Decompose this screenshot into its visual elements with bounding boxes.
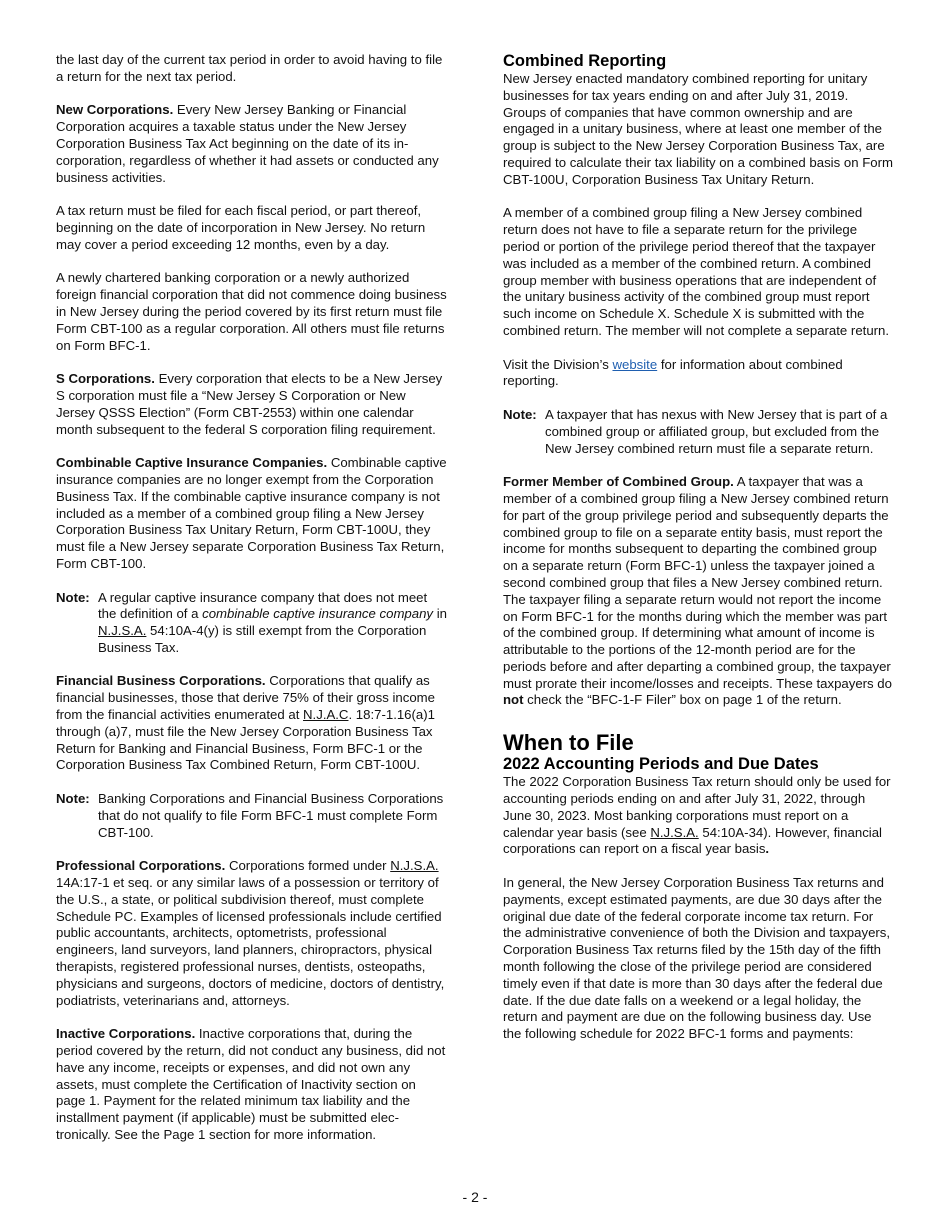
njac-reference: N.J.A.C [303, 707, 349, 723]
combined-reporting-paragraph: New Jersey enacted mandatory combined reporting for unitary businesses for tax years ending on and after July 31, 2019. Groups of companies that have common ownership and are engaged in a unitary business, where at least one member of the group is subject to the New Jersey Corporation Business Tax, are required to calculate their tax liability on a combined basis on Form CBT-100U, Corporation Business Tax Unitary Return. [503, 71, 893, 187]
njsa-reference: N.J.S.A. [650, 824, 699, 840]
former-member-paragraph: Former Member of Combined Group. A taxpayer that was a member of a combined group filing a New Jersey combined return for part of the group privilege period and subsequently departs the combined group to file on a separate entity basis, must report the income for months subsequent to departing the combined group on a separate return (Form BFC-1) unless the taxpayer joined a second combined group that files a New Jersey combined return. The taxpayer filing a separate return would not report the income on Form BFC-1 for the months during which the member was part of the combined group. If determining what amount of income is attributable to the portions of the 12-month period are for the periods before and after departing a combined group, the taxpayer must prorate their income/losses and receipts. These taxpayers do not check the “BFC-1-F Filer” box on page 1 of the return. [503, 474, 892, 708]
captive-insurance-paragraph: Combinable Captive Insurance Companies. Combinable captive insurance companies are no longer exempt from the Corporation Business Tax. If the combinable captive insurance company is not included as a member of a combined group filing a New Jersey Corporation Business Tax Unitary Return, Form CBT-100U, they must file a New Jersey separate Corporation Business Tax Return, Form CBT-100. [56, 455, 447, 571]
newly-chartered-paragraph: A newly chartered banking corporation or a newly authorized foreign financial corporation that did not commence doing business in New Jersey during the period covered by its first return must file Form CBT-100 as a regular corporation. All others must file returns on Form BFC-1. [56, 270, 447, 353]
note-text: Banking Corporations and Financial Business Corporations that do not qualify to file Form BFC-1 must complete Form CBT-100. [98, 791, 444, 840]
visit-website-paragraph: Visit the Division’s website for information about combined reporting. [503, 356, 843, 389]
new-corporations-paragraph: New Corporations. Every New Jersey Banking or Financial Corporation acquires a taxable status under the New Jersey Corporation Business Tax Act beginning on the date of its incorporation, regardless of whether it had assets or conducted any business activities. [56, 102, 439, 185]
left-column [56, 52, 448, 1161]
tax-return-paragraph: A tax return must be filed for each fiscal period, or part thereof, beginning on the date of incorporation in New Jersey. No return may cover a period exceeding 12 months, even by a day. [56, 203, 426, 252]
nexus-note [503, 407, 893, 457]
intro-paragraph: the last day of the current tax period in order to avoid having to file a return for the next tax period. [56, 52, 443, 84]
general-due-dates-paragraph: In general, the New Jersey Corporation Business Tax returns and payments, except estimated payments, are due 30 days after the original due date of the federal corporate income tax return. For the administrative convenience of both the Division and taxpayers, Corporation Business Tax returns filed by the 15th day of the fifth month following the close of the privilege period are considered timely even if that date is more than 30 days after the federal due date. If the due date falls on a weekend or a legal holiday, the return and payment are due on the following business day. Use the following schedule for 2022 BFC-1 forms and payments: [503, 875, 891, 1042]
right-column [503, 52, 893, 1060]
financial-business-heading: Financial Business Corporations. [56, 673, 266, 689]
njsa-reference: N.J.S.A. [98, 623, 147, 639]
note-label: Note: [56, 791, 90, 807]
captive-insurance-heading: Combinable Captive Insurance Companies. [56, 455, 328, 471]
website-link[interactable]: website [612, 356, 658, 372]
accounting-periods-paragraph: The 2022 Corporation Business Tax return should only be used for accounting periods ending on and after July 31, 2022, through June 30, 2023. Most banking corporations must report on a calendar year basis (see N.J.S.A. 54:10A-34). However, financial corporations can report on a fiscal year basis. [503, 774, 891, 857]
s-corporations-paragraph: S Corporations. Every corporation that elects to be a New Jersey S corporation must file a “New Jersey S Corporation or New Jersey QSSS Election” (Form CBT-2553) within one calendar month subsequent to the federal S corporation filing requirement. [56, 371, 443, 437]
inactive-corporations-paragraph: Inactive Corporations. Inactive corporations that, during the period covered by the return, did not conduct any business, did not have any income, receipts or expenses, and did not own any assets, must complete the Certification of Inactivity section on page 1. Payment for the related minimum tax liability and the installment payment (if applicable) must be submitted electronically. See the Page 1 section for more information. [56, 1026, 446, 1142]
page-number: - 2 - [462, 1189, 488, 1205]
banking-note [56, 791, 448, 841]
captive-note [56, 590, 448, 657]
professional-corporations-heading: Professional Corporations. [56, 858, 226, 874]
inactive-corporations-heading: Inactive Corporations. [56, 1026, 196, 1042]
note-text: A regular captive insurance company that does not meet the definition of a combinable captive insurance company in N.J.S.A. 54:10A-4(y) is still exempt from the Corporation Business Tax. [98, 589, 447, 655]
note-label: Note: [503, 406, 537, 422]
combined-member-paragraph: A member of a combined group filing a New Jersey combined return does not have to file a separate return for the privilege period or portion of the privilege period thereof that the taxpayer was included as a member of the combined return. A combined group member with business operations that are independent of the unitary business activity of the combined group must report such income on Schedule X. Schedule X is submitted with the combined return. The member will not complete a separate return. [503, 205, 890, 338]
accounting-periods-heading: 2022 Accounting Periods and Due Dates [503, 755, 819, 774]
new-corporations-heading: New Corporations. [56, 102, 174, 118]
financial-business-paragraph: Financial Business Corporations. Corporations that qualify as financial businesses, those that derive 75% of their gross income from the financial activities enumerated at N.J.A.C. 18:7-1.16(a)1 through (a)7, must file the New Jersey Corporation Business Tax Return for Banking and Financial Business, Form BFC-1 or the Corporation Business Tax Combined Return, Form CBT-100U. [56, 673, 435, 773]
njsa-reference: N.J.S.A. [390, 858, 439, 874]
s-corporations-heading: S Corporations. [56, 371, 155, 387]
when-to-file-heading: When to File [503, 730, 634, 756]
former-member-heading: Former Member of Combined Group. [503, 474, 734, 490]
note-text: A taxpayer that has nexus with New Jersey that is part of a combined group or affiliated group, but excluded from the New Jersey combined return must file a separate return. [545, 406, 888, 456]
note-label: Note: [56, 589, 90, 605]
combined-reporting-heading: Combined Reporting [503, 52, 667, 70]
professional-corporations-paragraph: Professional Corporations. Corporations formed under N.J.S.A. 14A:17-1 et seq. or any similar laws of a possession or territory of the U.S., a state, or political subdivision thereof, must complete Schedule PC. Examples of licensed professionals include certified public accountants, architects, optometrists, professional engineers, land surveyors, land planners, chiropractors, physical therapists, registered professional nurses, dentists, osteopaths, physicians and surgeons, doctors of medicine, doctors of dentistry, podiatrists, veterinarians and, attorneys. [56, 858, 445, 1008]
